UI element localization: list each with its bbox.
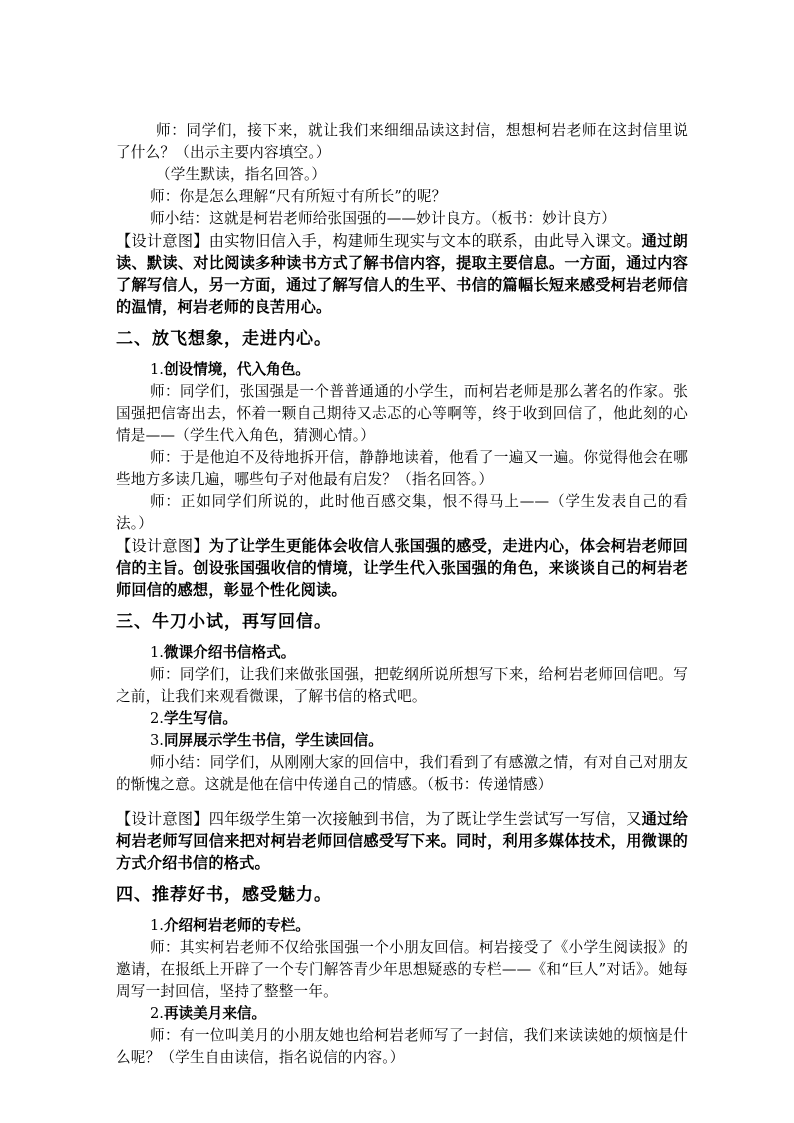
subsection-text: 同屏展示学生书信，学生读回信。 xyxy=(163,732,383,749)
subsection-number: 2. xyxy=(150,1005,164,1022)
design-intent xyxy=(116,230,688,318)
paragraph: 师：正如同学们所说的，此时他百感交集，恨不得马上——（学生发表自己的看法。） xyxy=(116,493,688,532)
paragraph: 师：其实柯岩老师不仅给张国强一个小朋友回信。柯岩接受了《小学生阅读报》的邀请，在报纸上开辟了一个专门解答青少年思想疑惑的专栏——《和“巨人”对话》。她每周写一封回信，坚持了整整一年。 xyxy=(116,939,688,1000)
paragraph: 师：你是怎么理解“尺有所短寸有所长”的呢？ xyxy=(150,188,447,205)
subsection-text: 学生写信。 xyxy=(163,710,237,727)
paragraph: 师小结：这就是柯岩老师给张国强的——妙计良方。（板书：妙计良方） xyxy=(150,210,617,227)
subsection-text: 介绍柯岩老师的专栏。 xyxy=(163,917,310,934)
design-intent-tag: 【设计意图】 xyxy=(116,537,209,555)
paragraph: 师：同学们，让我们来做张国强，把乾纲所说所想写下来，给柯岩老师回信吧。写之前，让我们来观看微课，了解书信的格式吧。 xyxy=(116,666,688,705)
paragraph: 师：同学们，接下来，就让我们来细细品读这封信，想想柯岩老师在这封信里说了什么？（出示主要内容填空。） xyxy=(116,122,688,161)
subsection-number: 3. xyxy=(150,732,164,749)
document-page xyxy=(116,120,688,1069)
design-intent-tag: 【设计意图】 xyxy=(116,232,209,250)
design-intent-tag: 【设计意图】 xyxy=(116,810,209,828)
design-intent-text: 通过朗读、默读、对比阅读多种读书方式了解书信内容，提取主要信息。一方面，通过内容了解写信人，另一方面，通过了解写信人的生平、书信的篇幅长短来感受柯岩老师信的温情，柯岩老师的良苦用心。 xyxy=(116,232,688,316)
subsection-title xyxy=(116,642,688,664)
design-intent-text: 通过给柯岩老师写回信来把对柯岩老师回信感受写下来。同时，利用多媒体技术，用微课的方式介绍书信的格式。 xyxy=(116,810,688,872)
subsection-title xyxy=(116,915,688,937)
subsection-number: 2. xyxy=(150,710,164,727)
design-intent xyxy=(116,535,688,601)
subsection-title xyxy=(116,359,688,381)
subsection-text: 微课介绍书信格式。 xyxy=(163,644,296,661)
subsection-text: 再读美月来信。 xyxy=(163,1005,267,1022)
spacer xyxy=(116,796,688,808)
paragraph: 师：于是他迫不及待地拆开信，静静地读着，他看了一遍又一遍。你觉得他会在哪些地方多读几遍，哪些句子对他最有启发？（指名回答。） xyxy=(116,449,688,488)
section-heading: 三、牛刀小试，再写回信。 xyxy=(116,612,332,632)
subsection-title xyxy=(116,1003,688,1025)
subsection-text: 创设情境，代入角色。 xyxy=(163,361,310,378)
subsection-title xyxy=(116,730,688,752)
paragraph: （学生默读，指名回答。） xyxy=(156,166,327,183)
design-intent-text: 由实物旧信入手，构建师生现实与文本的联系，由此导入课文。 xyxy=(208,232,642,250)
subsection-number: 1. xyxy=(150,644,164,661)
design-intent-text: 为了让学生更能体会收信人张国强的感受，走进内心，体会柯岩老师回信的主旨。创设张国强收信的情境，让学生代入张国强的角色，来谈谈自己的柯岩老师回信的感想，彰显个性化阅读。 xyxy=(116,537,689,599)
subsection-title xyxy=(116,708,688,730)
subsection-number: 1. xyxy=(150,917,164,934)
paragraph: 师：同学们，张国强是一个普普通通的小学生，而柯岩老师是那么著名的作家。张国强把信寄出去，怀着一颗自己期待又忐忑的心等啊等，终于收到回信了，他此刻的心情是——（学生代入角色，猜测心情。） xyxy=(116,383,688,444)
design-intent xyxy=(116,808,688,874)
paragraph: 师：有一位叫美月的小朋友她也给柯岩老师写了一封信，我们来读读她的烦恼是什么呢？（学生自由读信，指名说信的内容。） xyxy=(116,1027,688,1066)
section-heading: 四、推荐好书，感受魅力。 xyxy=(116,885,332,905)
subsection-number: 1. xyxy=(150,361,164,378)
paragraph: 师小结：同学们，从刚刚大家的回信中，我们看到了有感激之情，有对自己对朋友的惭愧之意。这就是他在信中传递自己的情感。（板书：传递情感） xyxy=(116,754,688,793)
section-heading: 二、放飞想象，走进内心。 xyxy=(116,329,332,349)
design-intent-text: 四年级学生第一次接触到书信，为了既让学生尝试写一写信，又 xyxy=(208,810,642,828)
